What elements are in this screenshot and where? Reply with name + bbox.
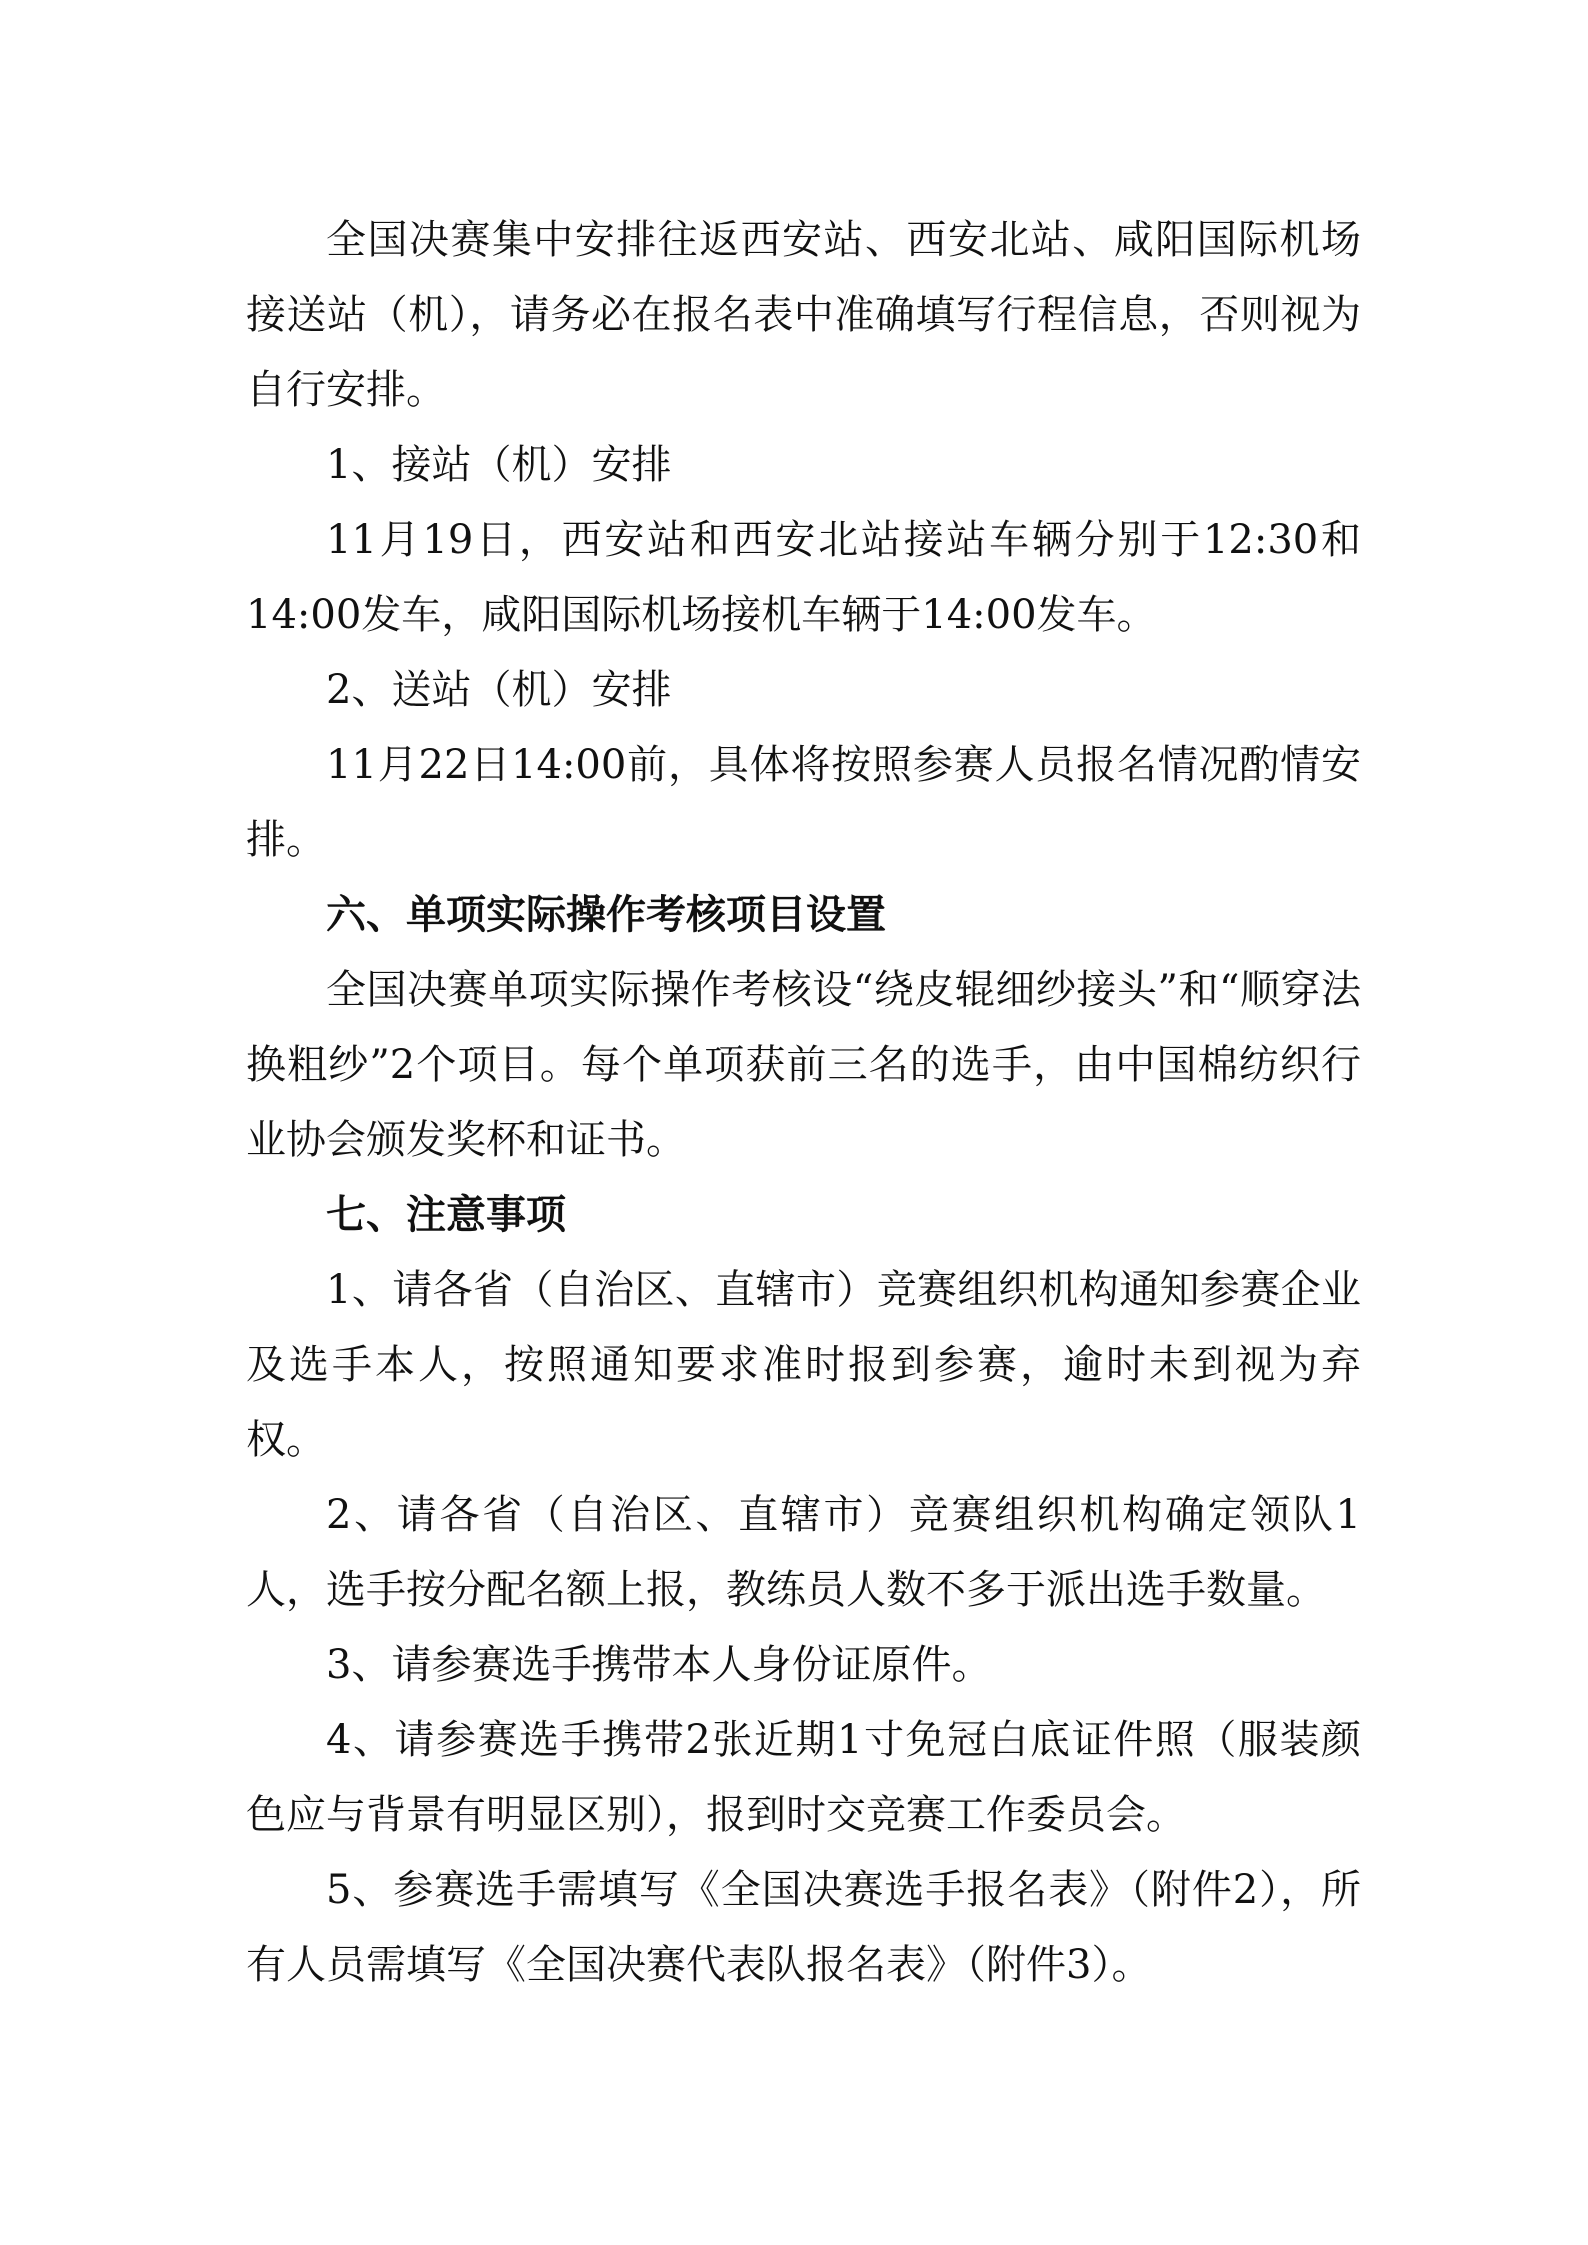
paragraph-pickup-title: 1、接站（机）安排 [326,442,672,488]
paragraph-notice-2: 2、请各省（自治区、直辖市）竞赛组织机构确定领队1人，选手按分配名额上报，教练员人数不多于派出选手数量。 [246,1492,1361,1613]
paragraph-pickup-details: 11月19日，西安站和西安北站接站车辆分别于12:30和14:00发车，咸阳国际机场接机车辆于14:00发车。 [246,517,1361,638]
paragraph-event-items: 全国决赛单项实际操作考核设“绕皮辊细纱接头”和“顺穿法换粗纱”2个项目。每个单项获前三名的选手，由中国棉纺织行业协会颁发奖杯和证书。 [246,967,1361,1163]
section-heading-six: 六、单项实际操作考核项目设置 [326,892,886,938]
paragraph-notice-3: 3、请参赛选手携带本人身份证原件。 [326,1642,992,1688]
paragraph-notice-5: 5、参赛选手需填写《全国决赛选手报名表》（附件2），所有人员需填写《全国决赛代表队报名表》（附件3）。 [246,1867,1361,1988]
document-body [246,203,1361,2003]
paragraph-notice-1: 1、请各省（自治区、直辖市）竞赛组织机构通知参赛企业及选手本人，按照通知要求准时报到参赛，逾时未到视为弃权。 [246,1267,1361,1463]
section-heading-seven: 七、注意事项 [326,1192,566,1238]
paragraph-dropoff-title: 2、送站（机）安排 [326,667,672,713]
paragraph-transport-intro: 全国决赛集中安排往返西安站、西安北站、咸阳国际机场接送站（机），请务必在报名表中准确填写行程信息，否则视为自行安排。 [246,217,1361,413]
paragraph-notice-4: 4、请参赛选手携带2张近期1寸免冠白底证件照（服装颜色应与背景有明显区别），报到时交竞赛工作委员会。 [246,1717,1361,1838]
paragraph-dropoff-details: 11月22日14:00前，具体将按照参赛人员报名情况酌情安排。 [246,742,1361,863]
